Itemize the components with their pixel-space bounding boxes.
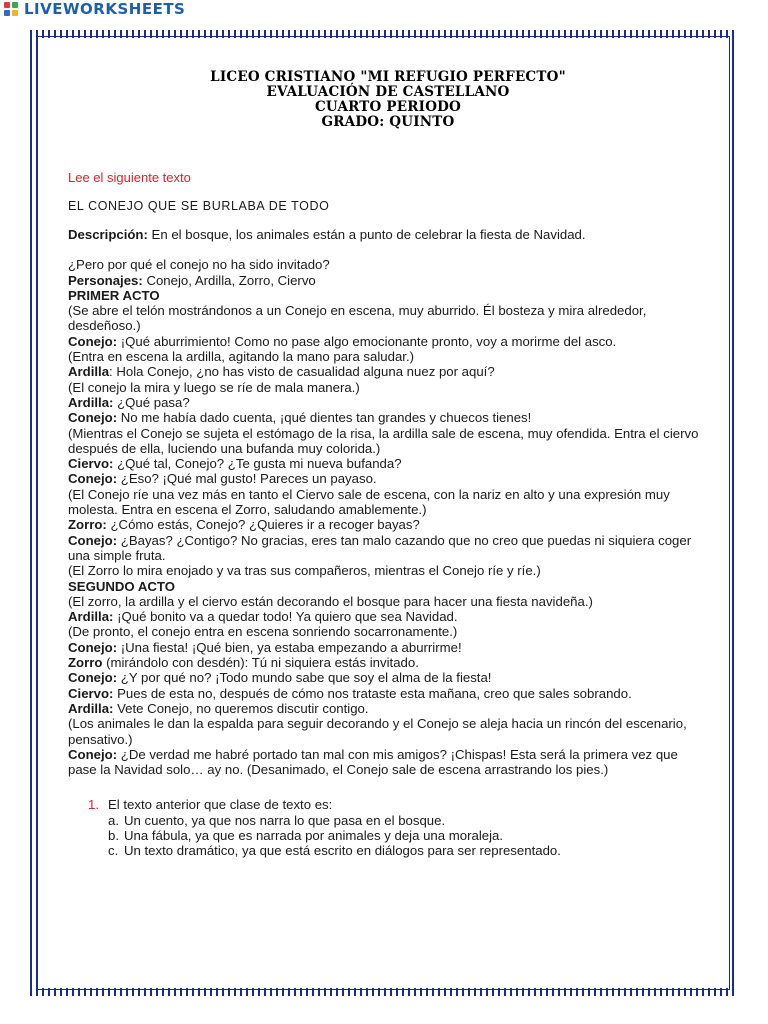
line-text: (El Zorro lo mira enojado y va tras sus compañeros, mientras el Conejo ríe y ríe.) <box>68 563 541 579</box>
question-intro: ¿Pero por qué el conejo no ha sido invitado? <box>68 257 330 273</box>
option-letter: a. <box>108 812 119 828</box>
script-line <box>68 716 708 747</box>
liveworksheets-brand <box>4 0 185 18</box>
line-text: (Mientras el Conejo se sujeta el estómago de la risa, la ardilla sale de escena, muy ofendida. Entra el ciervo después de ella, luciendo una bufanda muy colorida.) <box>68 425 699 456</box>
option-letter: c. <box>108 843 119 859</box>
worksheet-content <box>68 70 708 859</box>
answer-option[interactable] <box>88 828 708 843</box>
line-text: (El conejo la mira y luego se ríe de mala manera.) <box>68 379 360 395</box>
line-text: (El zorro, la ardilla y el ciervo están decorando el bosque para hacer una fiesta navideña.) <box>68 593 593 609</box>
line-text: ¡Qué bonito va a quedar todo! Ya quiero que sea Navidad. <box>113 609 458 625</box>
line-text: (Los animales le dan la espalda para seguir decorando y el Conejo se aleja hacia un rincón del escenario, pensativo.) <box>68 716 687 747</box>
story-text <box>68 227 708 777</box>
line-text: : Hola Conejo, ¿no has visto de casualidad alguna nuez por aquí? <box>109 364 495 380</box>
line-text: ¿Y por qué no? ¡Todo mundo sabe que soy el alma de la fiesta! <box>117 670 492 686</box>
script-line <box>68 594 708 609</box>
question-1 <box>68 797 708 858</box>
speaker-name: Ardilla: <box>68 700 114 716</box>
line-text: ¿Cómo estás, Conejo? ¿Quieres ir a recoger bayas? <box>106 517 420 533</box>
line-text: ¿De verdad me habré portado tan mal con mis amigos? ¡Chispas! Esta será la primera vez que pase la Navidad solo… ay no. (Desanimado, el Conejo sale de escena arrastrando los pies.) <box>68 746 678 778</box>
instruction: Lee el siguiente texto <box>68 170 191 185</box>
speaker-name: Zorro: <box>68 517 107 533</box>
script-line <box>68 456 708 471</box>
line-text: ¿Bayas? ¿Contigo? No gracias, eres tan malo cazando que no creo que puedas ni siquiera coger una simple fruta. <box>68 532 692 563</box>
line-text: ¡Una fiesta! ¡Qué bien, ya estaba empezando a aburrirme! <box>117 639 462 655</box>
question-text: El texto anterior que clase de texto es: <box>108 797 333 813</box>
line-text: Vete Conejo, no queremos discutir contigo. <box>113 700 369 716</box>
speaker-name: Ciervo: <box>68 456 114 472</box>
speaker-name: Conejo: <box>68 639 118 655</box>
line-text: (Entra en escena la ardilla, agitando la mano para saludar.) <box>68 349 415 365</box>
act2-lines <box>68 594 708 778</box>
script-line <box>68 747 708 778</box>
speaker-name: Ardilla <box>68 364 110 380</box>
act2-title: SEGUNDO ACTO <box>68 578 175 594</box>
script-line <box>68 624 708 639</box>
script-line <box>68 686 708 701</box>
option-text: Un cuento, ya que nos narra lo que pasa en el bosque. <box>124 812 446 828</box>
question-number: 1. <box>88 797 99 813</box>
speaker-name: Conejo: <box>68 410 118 426</box>
act1-title: PRIMER ACTO <box>68 287 160 303</box>
answer-option[interactable] <box>88 843 708 858</box>
script-line <box>68 303 708 334</box>
script-line <box>68 364 708 379</box>
speaker-name: Conejo: <box>68 746 118 762</box>
speaker-name: Ardilla: <box>68 394 114 410</box>
speaker-name: Conejo: <box>68 532 118 548</box>
line-text: (mirándolo con desdén): Tú ni siquiera estás invitado. <box>102 655 419 671</box>
script-line <box>68 349 708 364</box>
script-line <box>68 563 708 578</box>
header-line: CUARTO PERIODO <box>314 99 462 115</box>
line-text: ¿Qué tal, Conejo? ¿Te gusta mi nueva bufanda? <box>113 456 402 472</box>
script-line <box>68 517 708 532</box>
script-line <box>68 533 708 564</box>
script-line <box>68 395 708 410</box>
question-options <box>88 813 708 859</box>
line-text: (De pronto, el conejo entra en escena sonriendo socarronamente.) <box>68 624 458 640</box>
speaker-name: Conejo: <box>68 471 118 487</box>
line-text: ¿Eso? ¡Qué mal gusto! Pareces un payaso. <box>117 471 377 487</box>
option-text: Un texto dramático, ya que está escrito en diálogos para ser representado. <box>124 843 561 859</box>
line-text: No me había dado cuenta, ¡qué dientes tan grandes y chuecos tienes! <box>117 410 532 426</box>
script-line <box>68 701 708 716</box>
script-line <box>68 487 708 518</box>
line-text: (Se abre el telón mostrándonos a un Conejo en escena, muy aburrido. Él bosteza y mira alrededor, desdeñoso.) <box>68 303 647 334</box>
description: Descripción: En el bosque, los animales están a punto de celebrar la fiesta de Navidad. <box>68 227 586 242</box>
script-line <box>68 471 708 486</box>
script-line <box>68 410 708 425</box>
script-line <box>68 426 708 457</box>
speaker-name: Ciervo: <box>68 685 114 701</box>
speaker-name: Conejo: <box>68 333 118 349</box>
header-line: EVALUACIÓN DE CASTELLANO <box>266 84 510 100</box>
speaker-name: Conejo: <box>68 670 118 686</box>
school-header <box>68 70 708 130</box>
header-line: LICEO CRISTIANO "MI REFUGIO PERFECTO" <box>210 69 566 85</box>
option-text: Una fábula, ya que es narrada por animales y deja una moraleja. <box>124 827 504 843</box>
line-text: ¡Qué aburrimiento! Como no pase algo emocionante pronto, voy a morirme del asco. <box>117 333 617 349</box>
script-line <box>68 609 708 624</box>
liveworksheets-logo-icon <box>4 2 20 16</box>
script-line <box>68 670 708 685</box>
story-title: EL CONEJO QUE SE BURLABA DE TODO <box>68 199 330 213</box>
script-line <box>68 380 708 395</box>
line-text: (El Conejo ríe una vez más en tanto el Ciervo sale de escena, con la nariz en alto y una expresión muy molesta. Entra en escena el Zorro, saludando amablemente.) <box>68 486 670 518</box>
script-line <box>68 334 708 349</box>
characters: Personajes: Conejo, Ardilla, Zorro, Ciervo <box>68 272 316 288</box>
line-text: Pues de esta no, después de cómo nos trataste esta mañana, creo que sales sobrando. <box>113 685 632 701</box>
line-text: ¿Qué pasa? <box>113 394 190 410</box>
speaker-name: Ardilla: <box>68 609 114 625</box>
script-line <box>68 640 708 655</box>
speaker-name: Zorro <box>68 655 103 671</box>
brand-name: LIVEWORKSHEETS <box>24 0 186 18</box>
answer-option[interactable] <box>88 813 708 828</box>
script-line <box>68 655 708 670</box>
option-letter: b. <box>108 827 119 843</box>
act1-lines <box>68 303 708 578</box>
header-line: GRADO: QUINTO <box>321 114 455 130</box>
